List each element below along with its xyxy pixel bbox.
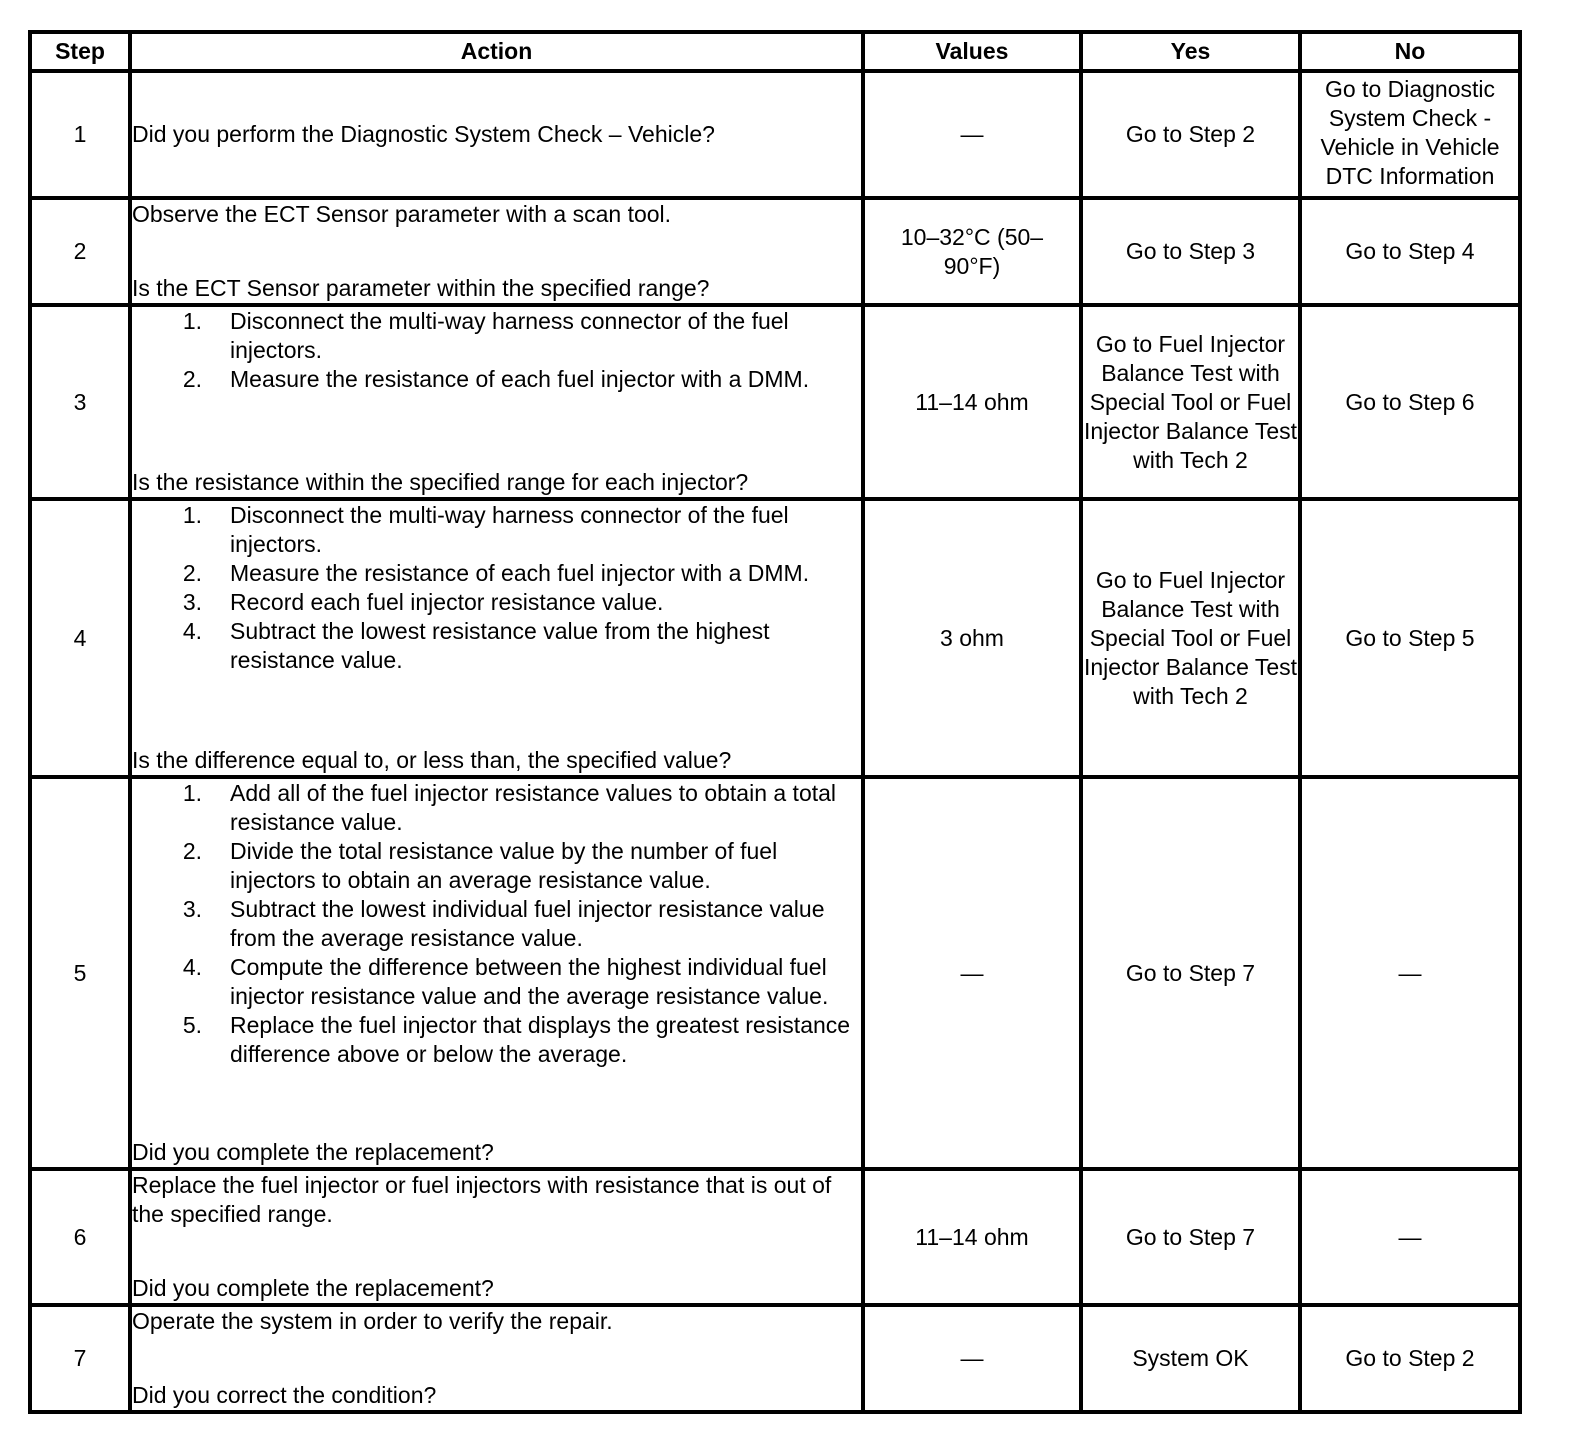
procedure-list — [132, 307, 861, 394]
no-cell: Go to Step 6 — [1300, 305, 1520, 499]
list-item-text: Record each fuel injector resistance value. — [230, 589, 664, 615]
list-item-number: 4. — [182, 954, 202, 980]
list-item-text: Subtract the lowest resistance value from the highest resistance value. — [230, 618, 770, 673]
action-question: Is the resistance within the specified range for each injector? — [132, 469, 749, 495]
no-cell: Go to Step 5 — [1300, 499, 1520, 777]
list-item — [132, 501, 861, 559]
list-item — [132, 953, 861, 1011]
yes-cell: System OK — [1081, 1305, 1300, 1412]
header-yes: Yes — [1081, 32, 1300, 71]
list-item-text: Compute the difference between the highest individual fuel injector resistance value and the average resistance value. — [230, 954, 829, 1009]
list-item-text: Subtract the lowest individual fuel injector resistance value from the average resistance value. — [230, 896, 825, 951]
header-row — [30, 32, 1520, 71]
table-row — [30, 499, 1520, 777]
list-item-number: 2. — [182, 366, 202, 392]
procedure-list — [132, 501, 861, 675]
step-number: 4 — [30, 499, 130, 777]
value-cell: — — [863, 777, 1081, 1169]
yes-cell: Go to Fuel Injector Balance Test with Special Tool or Fuel Injector Balance Test with Tech 2 — [1081, 499, 1300, 777]
action-cell — [130, 1305, 863, 1412]
list-item-text: Disconnect the multi-way harness connector of the fuel injectors. — [230, 502, 789, 557]
step-number: 2 — [30, 198, 130, 305]
action-statement: Operate the system in order to verify the repair. — [132, 1308, 613, 1334]
yes-cell: Go to Step 3 — [1081, 198, 1300, 305]
list-item — [132, 1011, 861, 1069]
action-cell — [130, 777, 863, 1169]
action-question: Did you complete the replacement? — [132, 1275, 494, 1301]
no-cell: Go to Step 4 — [1300, 198, 1520, 305]
action-question: Did you complete the replacement? — [132, 1139, 494, 1165]
list-item — [132, 588, 861, 617]
list-item — [132, 617, 861, 675]
list-item-text: Measure the resistance of each fuel injector with a DMM. — [230, 366, 810, 392]
list-item-text: Replace the fuel injector that displays the greatest resistance difference above or below the average. — [230, 1012, 851, 1067]
table-row — [30, 1169, 1520, 1305]
step-number: 7 — [30, 1305, 130, 1412]
yes-cell: Go to Step 7 — [1081, 1169, 1300, 1305]
list-item-number: 3. — [182, 896, 202, 922]
action-cell — [130, 71, 863, 198]
header-step: Step — [30, 32, 130, 71]
table-row — [30, 777, 1520, 1169]
diagnostic-table — [28, 30, 1522, 1414]
value-cell: 11–14 ohm — [863, 1169, 1081, 1305]
no-cell: Go to Diagnostic System Check - Vehicle in Vehicle DTC Information — [1300, 71, 1520, 198]
action-cell — [130, 305, 863, 499]
action-statement: Observe the ECT Sensor parameter with a scan tool. — [132, 201, 672, 227]
list-item-text: Add all of the fuel injector resistance values to obtain a total resistance value. — [230, 780, 837, 835]
procedure-list — [132, 779, 861, 1069]
header-action: Action — [130, 32, 863, 71]
list-item — [132, 559, 861, 588]
table-row — [30, 1305, 1520, 1412]
value-cell: 11–14 ohm — [863, 305, 1081, 499]
no-cell: Go to Step 2 — [1300, 1305, 1520, 1412]
header-no: No — [1300, 32, 1520, 71]
action-statement: Replace the fuel injector or fuel injectors with resistance that is out of the specified range. — [132, 1172, 832, 1227]
yes-cell: Go to Step 2 — [1081, 71, 1300, 198]
list-item-number: 1. — [182, 502, 202, 528]
list-item-text: Disconnect the multi-way harness connector of the fuel injectors. — [230, 308, 789, 363]
list-item — [132, 895, 861, 953]
table-row — [30, 71, 1520, 198]
yes-cell: Go to Step 7 — [1081, 777, 1300, 1169]
table-row — [30, 198, 1520, 305]
action-cell — [130, 198, 863, 305]
list-item-number: 5. — [182, 1012, 202, 1038]
yes-cell: Go to Fuel Injector Balance Test with Special Tool or Fuel Injector Balance Test with Tech 2 — [1081, 305, 1300, 499]
list-item — [132, 779, 861, 837]
action-question: Did you correct the condition? — [132, 1382, 437, 1408]
list-item-number: 1. — [182, 308, 202, 334]
list-item — [132, 837, 861, 895]
value-cell: 3 ohm — [863, 499, 1081, 777]
list-item-number: 1. — [182, 780, 202, 806]
action-question: Is the ECT Sensor parameter within the specified range? — [132, 275, 710, 301]
list-item-number: 2. — [182, 838, 202, 864]
no-cell: — — [1300, 777, 1520, 1169]
list-item-number: 4. — [182, 618, 202, 644]
action-cell — [130, 1169, 863, 1305]
list-item-number: 3. — [182, 589, 202, 615]
action-statement: Did you perform the Diagnostic System Check – Vehicle? — [132, 121, 715, 147]
step-number: 6 — [30, 1169, 130, 1305]
value-cell: 10–32°C (50–90°F) — [863, 198, 1081, 305]
action-question: Is the difference equal to, or less than, the specified value? — [132, 747, 732, 773]
value-cell: — — [863, 1305, 1081, 1412]
step-number: 1 — [30, 71, 130, 198]
step-number: 5 — [30, 777, 130, 1169]
table-row — [30, 305, 1520, 499]
value-cell: — — [863, 71, 1081, 198]
list-item — [132, 365, 861, 394]
list-item — [132, 307, 861, 365]
list-item-text: Measure the resistance of each fuel injector with a DMM. — [230, 560, 810, 586]
list-item-text: Divide the total resistance value by the number of fuel injectors to obtain an average resistance value. — [230, 838, 778, 893]
step-number: 3 — [30, 305, 130, 499]
header-values: Values — [863, 32, 1081, 71]
action-cell — [130, 499, 863, 777]
list-item-number: 2. — [182, 560, 202, 586]
no-cell: — — [1300, 1169, 1520, 1305]
